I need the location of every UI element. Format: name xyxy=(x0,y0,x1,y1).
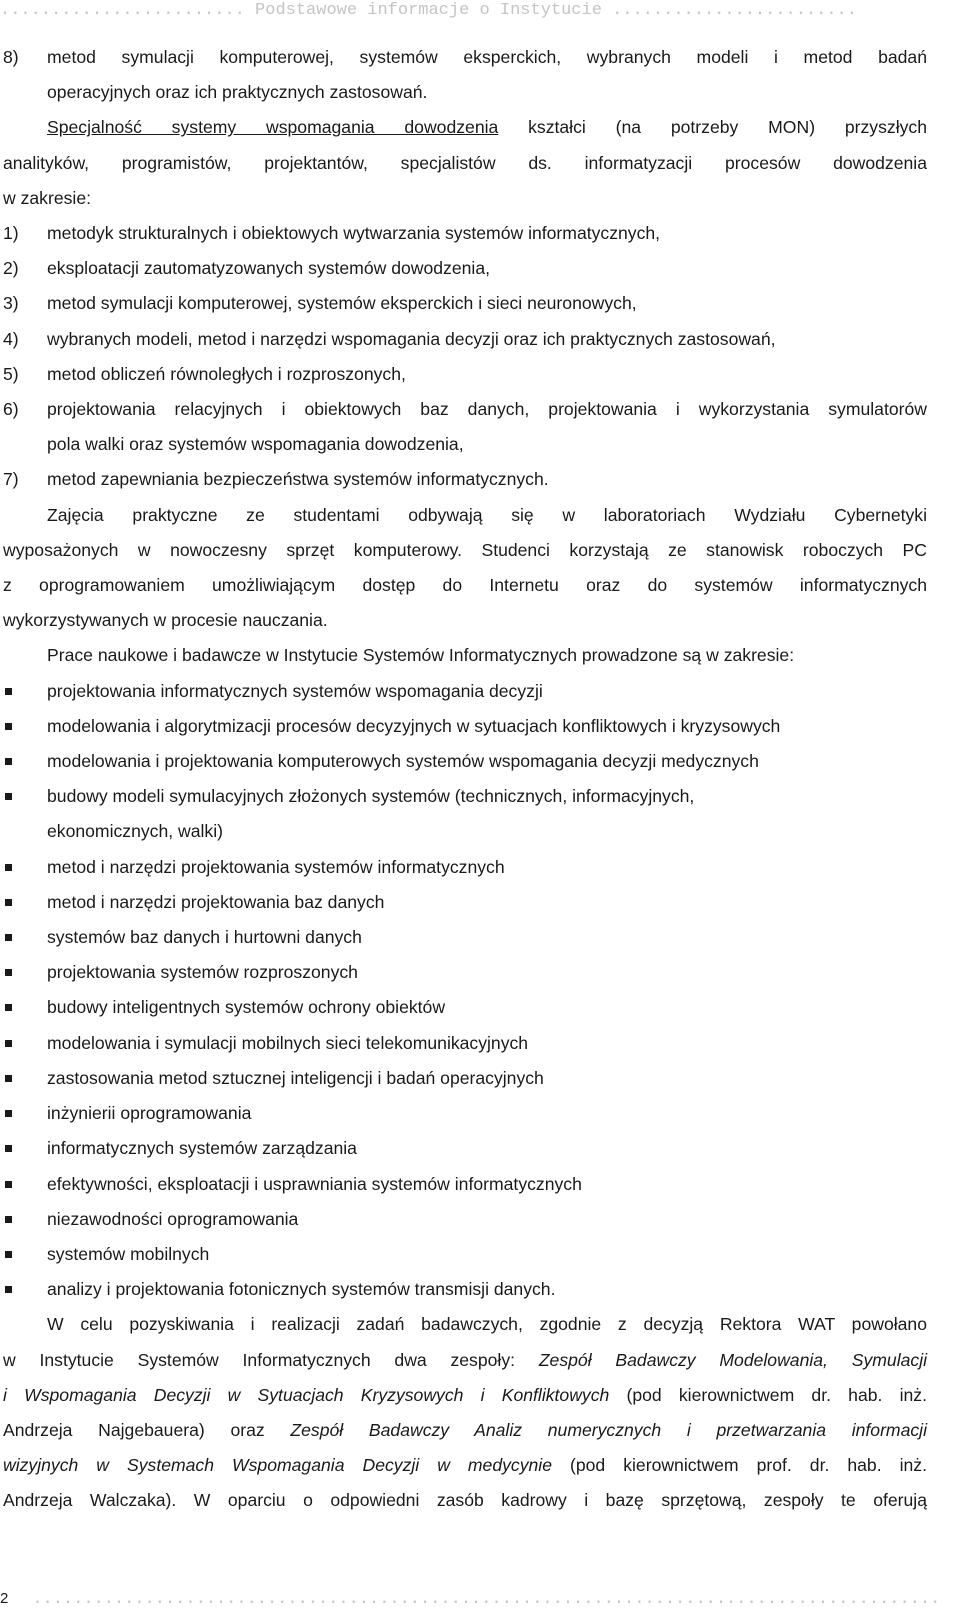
bullet-list-item xyxy=(3,1167,927,1202)
item-text-line: operacyjnych oraz ich praktycznych zastosowań. xyxy=(47,82,428,103)
bullet-list-item xyxy=(3,1202,927,1237)
bullet-list-item xyxy=(3,955,927,990)
bullet-list-item xyxy=(3,885,927,920)
bullet-text-line: efektywności, eksploatacji i usprawniania systemów informatycznych xyxy=(47,1173,582,1194)
research-bullet-list xyxy=(3,674,927,1308)
bullet-text-line: zastosowania metod sztucznej inteligencji i badań operacyjnych xyxy=(47,1067,544,1088)
footer-dots: ......................................................................................... xyxy=(32,1590,941,1609)
page-number: 2 xyxy=(0,1590,9,1607)
specialty-text: kształci (na potrzeby MON) przyszłych xyxy=(498,117,927,138)
specialty-line-1 xyxy=(3,110,927,145)
bullet-text-line: systemów mobilnych xyxy=(47,1243,210,1264)
item-text-line: pola walki oraz systemów wspomagania dowodzenia, xyxy=(47,434,464,455)
bullet-text-line: informatycznych systemów zarządzania xyxy=(47,1138,357,1159)
square-bullet-icon xyxy=(3,885,47,920)
paragraph-line: wyposażonych w nowoczesny sprzęt komputerowy. Studenci korzystają ze stanowisk roboczych PC xyxy=(3,539,927,560)
paragraph-line: W celu pozyskiwania i realizacji zadań badawczych, zgodnie z decyzją Rektora WAT powołano xyxy=(47,1314,927,1335)
bullet-text-line: modelowania i algorytmizacji procesów decyzyjnych w sytuacjach konfliktowych i kryzysowych xyxy=(47,715,781,736)
bullet-list-item xyxy=(3,744,927,779)
research-intro: Prace naukowe i badawcze w Instytucie Systemów Informatycznych prowadzone są w zakresie: xyxy=(47,645,795,666)
item-number: 2) xyxy=(3,258,19,279)
item-number: 4) xyxy=(3,328,19,349)
numbered-list-item xyxy=(3,322,927,357)
item-text-line: projektowania relacyjnych i obiektowych baz danych, projektowania i wykorzystania symulatorów xyxy=(47,399,927,420)
item-number: 3) xyxy=(3,293,19,314)
item-text-line: metod zapewniania bezpieczeństwa systemów informatycznych. xyxy=(47,469,549,490)
numbered-list-item xyxy=(3,462,927,497)
paragraph-line: wykorzystywanych w procesie nauczania. xyxy=(3,610,328,631)
numbered-list-item xyxy=(3,286,927,321)
item-number: 5) xyxy=(3,363,19,384)
numbered-list-item xyxy=(3,392,927,462)
text-span: w Instytucie Systemów Informatycznych dwa zespoły: xyxy=(3,1349,539,1370)
bullet-text-line: budowy inteligentnych systemów ochrony obiektów xyxy=(47,997,446,1018)
header-title: Podstawowe informacje o Instytucie xyxy=(255,1,602,20)
specialty-line-3: w zakresie: xyxy=(3,187,91,208)
bullet-list-item xyxy=(3,1026,927,1061)
square-bullet-icon xyxy=(3,850,47,885)
item-number: 1) xyxy=(3,223,19,244)
square-bullet-icon xyxy=(3,779,47,814)
item-text-line: eksploatacji zautomatyzowanych systemów dowodzenia, xyxy=(47,258,490,279)
bullet-text-line: niezawodności oprogramowania xyxy=(47,1208,299,1229)
document-body xyxy=(3,40,927,1519)
square-bullet-icon xyxy=(3,1131,47,1166)
bullet-list-item xyxy=(3,1272,927,1307)
item-text-line: metod obliczeń równoległych i rozproszonych, xyxy=(47,363,406,384)
square-bullet-icon xyxy=(3,1096,47,1131)
square-bullet-icon xyxy=(3,920,47,955)
team-name-1: Zespół Badawczy Modelowania, Symulacji xyxy=(538,1349,928,1370)
page-header xyxy=(0,0,960,24)
square-bullet-icon xyxy=(3,709,47,744)
teams-paragraph xyxy=(3,1307,927,1518)
square-bullet-icon xyxy=(3,955,47,990)
square-bullet-icon xyxy=(3,990,47,1025)
item-number: 8) xyxy=(3,47,19,67)
bullet-text-line: ekonomicznych, walki) xyxy=(47,821,223,842)
bullet-text-line: metod i narzędzi projektowania systemów informatycznych xyxy=(47,856,505,877)
page-footer xyxy=(0,1590,960,1620)
header-dots-left: ........................ xyxy=(0,1,245,20)
team-name-2: Zespół Badawczy Analiz numerycznych i przetwarzania informacji xyxy=(290,1419,927,1440)
bullet-text-line: projektowania systemów rozproszonych xyxy=(47,962,358,983)
bullet-text-line: budowy modeli symulacyjnych złożonych systemów (technicznych, informacyjnych, xyxy=(47,786,695,807)
numbered-list-item xyxy=(3,251,927,286)
bullet-list-item xyxy=(3,1061,927,1096)
paragraph-line: z oprogramowaniem umożliwiającym dostęp do Internetu oraz do systemów informatycznych xyxy=(3,575,927,596)
numbered-list-item xyxy=(3,357,927,392)
bullet-list-item xyxy=(3,674,927,709)
header-dots-right: ........................ xyxy=(612,1,857,20)
numbered-item-8 xyxy=(3,40,927,110)
text-span: (pod kierownictwem prof. dr. hab. inż. xyxy=(552,1455,927,1476)
bullet-list-item xyxy=(3,1237,927,1272)
specialty-line-2: analityków, programistów, projektantów, specjalistów ds. informatyzacji procesów dowodzenia xyxy=(3,152,927,173)
bullet-list-item xyxy=(3,709,927,744)
bullet-list-item xyxy=(3,779,927,849)
square-bullet-icon xyxy=(3,1061,47,1096)
bullet-text-line: metod i narzędzi projektowania baz danych xyxy=(47,891,385,912)
bullet-list-item xyxy=(3,850,927,885)
bullet-list-item xyxy=(3,1096,927,1131)
bullet-text-line: systemów baz danych i hurtowni danych xyxy=(47,927,362,948)
item-number: 7) xyxy=(3,469,19,490)
bullet-text-line: modelowania i projektowania komputerowych systemów wspomagania decyzji medycznych xyxy=(47,751,759,772)
text-span: Andrzeja Najgebauera) oraz xyxy=(3,1419,291,1440)
square-bullet-icon xyxy=(3,1237,47,1272)
specialty-link[interactable]: Specjalność systemy wspomagania dowodzenia xyxy=(47,117,499,138)
bullet-list-item xyxy=(3,1131,927,1166)
paragraph-line: Andrzeja Walczaka). W oparciu o odpowiedni zasób kadrowy i bazę sprzętową, zespoły te oferują xyxy=(3,1490,927,1511)
bullet-text-line: projektowania informatycznych systemów wspomagania decyzji xyxy=(47,680,543,701)
numbered-list xyxy=(3,216,927,498)
specialty-paragraph xyxy=(3,110,927,216)
square-bullet-icon xyxy=(3,674,47,709)
labs-paragraph xyxy=(3,498,927,639)
item-number: 6) xyxy=(3,399,19,420)
square-bullet-icon xyxy=(3,744,47,779)
item-text-line: metodyk strukturalnych i obiektowych wytwarzania systemów informatycznych, xyxy=(47,223,661,244)
text-span: (pod kierownictwem dr. hab. inż. xyxy=(609,1384,927,1405)
paragraph-line xyxy=(3,1343,927,1378)
paragraph-line xyxy=(3,1413,927,1448)
team-name-2-cont: wizyjnych w Systemach Wspomagania Decyzji w medycynie xyxy=(3,1455,552,1476)
bullet-list-item xyxy=(3,990,927,1025)
square-bullet-icon xyxy=(3,1026,47,1061)
item-text-line: wybranych modeli, metod i narzędzi wspomagania decyzji oraz ich praktycznych zastosowań, xyxy=(47,328,776,349)
bullet-text-line: modelowania i symulacji mobilnych sieci telekomunikacyjnych xyxy=(47,1032,529,1053)
team-name-1-cont: i Wspomagania Decyzji w Sytuacjach Kryzysowych i Konfliktowych xyxy=(3,1384,610,1405)
bullet-list-item xyxy=(3,920,927,955)
item-text-line: metod symulacji komputerowej, systemów eksperckich, wybranych modeli i metod badań xyxy=(47,47,927,67)
bullet-text-line: analizy i projektowania fotonicznych systemów transmisji danych. xyxy=(47,1279,556,1300)
item-text-line: metod symulacji komputerowej, systemów eksperckich i sieci neuronowych, xyxy=(47,293,637,314)
bullet-text-line: inżynierii oprogramowania xyxy=(47,1103,252,1124)
square-bullet-icon xyxy=(3,1202,47,1237)
square-bullet-icon xyxy=(3,1167,47,1202)
square-bullet-icon xyxy=(3,1272,47,1307)
numbered-list-item xyxy=(3,216,927,251)
paragraph-line xyxy=(3,1448,927,1483)
paragraph-line: Zajęcia praktyczne ze studentami odbywają się w laboratoriach Wydziału Cybernetyki xyxy=(47,504,927,525)
paragraph-line xyxy=(3,1378,927,1413)
